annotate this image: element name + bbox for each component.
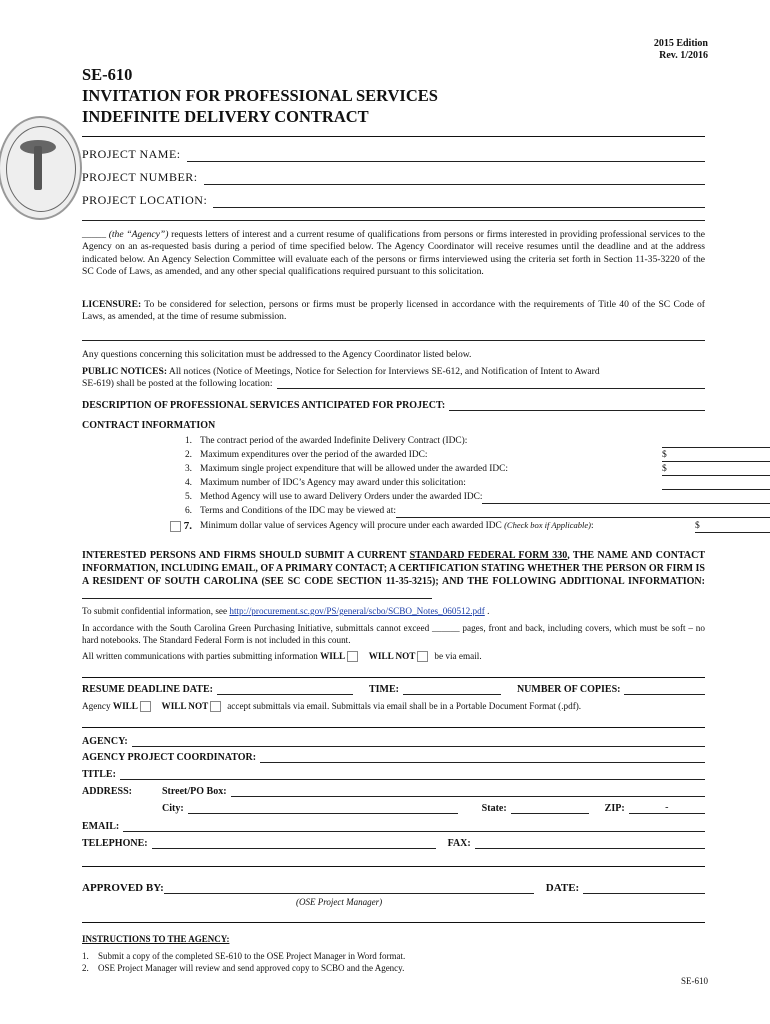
project-location-label: PROJECT LOCATION: — [82, 193, 208, 207]
divider — [82, 922, 705, 923]
edition-info — [654, 38, 708, 62]
approval-date-field[interactable] — [583, 882, 705, 894]
contract-item-5-field[interactable] — [482, 492, 770, 504]
form-number: SE-610 — [82, 65, 133, 84]
project-number-label: PROJECT NUMBER: — [82, 170, 198, 184]
contract-item-1: 1. The contract period of the awarded Indefinite Delivery Contract (IDC): — [164, 434, 770, 448]
instructions-heading: INSTRUCTIONS TO THE AGENCY: — [82, 934, 230, 944]
additional-info-field[interactable] — [82, 589, 432, 599]
contract-item-5: 5. Method Agency will use to award Delivery Orders under the awarded IDC: — [164, 490, 770, 504]
comm-will-checkbox[interactable] — [347, 651, 358, 662]
deadline-time-label: TIME: — [368, 684, 399, 695]
telephone-field[interactable] — [152, 838, 436, 849]
agency-blank[interactable]: _____ — [82, 229, 106, 240]
zip-field[interactable]: - — [629, 803, 705, 814]
public-notices — [82, 366, 705, 378]
edition-text: 2015 Edition — [653, 38, 708, 49]
instruction-item: 1. Submit a copy of the completed SE-610 to the OSE Project Manager in Word format. — [82, 951, 406, 961]
divider — [82, 727, 705, 728]
description-field[interactable] — [449, 400, 705, 411]
state-field[interactable] — [511, 803, 589, 814]
confidential-note: To submit confidential information, see http://procurement.sc.gov/PS/general/scbo/SCBO_Notes_060512.pdf . — [82, 606, 490, 616]
contract-item-2-field[interactable]: $ — [662, 450, 770, 462]
intro-paragraph — [82, 229, 705, 278]
agency-ref: (the “Agency”) — [105, 229, 169, 240]
deadline-time-field[interactable] — [403, 684, 501, 695]
page-title — [82, 64, 438, 127]
email-row: EMAIL: — [82, 821, 705, 832]
title-field[interactable] — [120, 769, 705, 780]
divider — [82, 677, 705, 678]
contract-item-4-field[interactable] — [662, 478, 770, 490]
copies-field[interactable] — [624, 684, 705, 695]
project-name-row — [82, 147, 705, 162]
contract-item-6-field[interactable] — [396, 506, 770, 518]
coordinator-field[interactable] — [260, 752, 705, 763]
page-limit-blank[interactable]: ______ — [432, 623, 460, 633]
email-will-checkbox[interactable] — [140, 701, 151, 712]
description-label: DESCRIPTION OF PROFESSIONAL SERVICES ANTICIPATED FOR PROJECT: — [82, 400, 446, 411]
address-row: ADDRESS: Street/PO Box: — [82, 786, 705, 797]
email-field[interactable] — [123, 821, 705, 832]
title-line-1: INVITATION FOR PROFESSIONAL SERVICES — [82, 86, 438, 105]
city-row: City: State: ZIP: - — [82, 803, 705, 814]
divider — [82, 220, 705, 221]
green-purchasing-note: In accordance with the South Carolina Green Purchasing Initiative, submittals cannot exceed ______ pages, front and back, including covers, which must be soft – no hard notebooks. The Standard Federal Form is not included in this count. — [82, 623, 705, 645]
email-submittals-note: Agency WILL WILL NOT accept submittals via email. Submittals via email shall be in a Portable Document Format (.pdf). — [82, 701, 582, 711]
title-line-2: INDEFINITE DELIVERY CONTRACT — [82, 107, 369, 126]
sf330-ref: STANDARD FEDERAL FORM 330 — [409, 550, 568, 561]
posting-location-field[interactable] — [277, 378, 705, 389]
state-seal-icon — [0, 116, 82, 220]
project-name-field[interactable] — [187, 150, 705, 162]
contract-item-3-field[interactable]: $ — [662, 464, 770, 476]
divider — [82, 866, 705, 867]
public-notices-label: PUBLIC NOTICES: — [82, 366, 168, 377]
approved-by-field[interactable] — [164, 882, 534, 894]
instruction-item: 2. OSE Project Manager will review and send approved copy to SCBO and the Agency. — [82, 963, 405, 973]
contract-item-1-field[interactable] — [662, 436, 770, 448]
instructions-list — [82, 950, 405, 974]
contract-item-2: 2. Maximum expenditures over the period of the awarded IDC: $ — [164, 448, 770, 462]
fax-field[interactable] — [475, 838, 705, 849]
divider — [82, 340, 705, 341]
public-notices-text: All notices (Notice of Meetings, Notice for Selection for Interviews SE-612, and Notification of Intent to Award — [167, 366, 600, 377]
project-location-field[interactable] — [213, 196, 705, 208]
licensure-text: To be considered for selection, persons or firms must be properly licensed in accordance with the requirements of Title 40 of the SC Code of Laws, as amended, at the time of resume submission. — [82, 299, 705, 323]
contract-info-heading: CONTRACT INFORMATION — [82, 420, 216, 431]
coordinator-row: AGENCY PROJECT COORDINATOR: — [82, 752, 705, 763]
agency-field[interactable] — [132, 736, 705, 747]
contract-info-list — [82, 434, 705, 533]
footer-form-number: SE-610 — [681, 976, 708, 986]
confidential-link[interactable]: http://procurement.sc.gov/PS/general/scbo/SCBO_Notes_060512.pdf — [229, 606, 485, 616]
licensure-paragraph — [82, 299, 705, 324]
agency-row: AGENCY: — [82, 736, 705, 747]
interested-paragraph: INTERESTED PERSONS AND FIRMS SHOULD SUBMIT A CURRENT STANDARD FEDERAL FORM 330, THE NAME AND CONTACT INFORMATION, INCLUDING EMAIL, OF A PRIMARY CONTACT; A CERTIFICATION STATING WHETHER THE PERSON OR FIRM IS A RESIDENT OF SOUTH CAROLINA (SEE SC CODE SECTION 11-35-3215); AND THE FOLLOWING ADDITIONAL INFORMATION: — [82, 549, 705, 603]
questions-text: Any questions concerning this solicitation must be addressed to the Agency Coordinator listed below. — [82, 349, 472, 360]
description-row — [82, 400, 705, 411]
intro-text: requests letters of interest and a current resume of qualifications from persons or firms interested in providing professional services to the Agency on an as-requested basis during a period of time specified below. The Agency Coordinator will receive resumes until the deadline and at the address indicated below. An Agency Selection Committee will evaluate each of the persons or firms interviewed using the criteria set forth in Section 11-35-3220 of the SC Code of Laws, as amended, and any other special qualifications required pursuant to this solicitation. — [82, 229, 705, 277]
communications-note: All written communications with parties submitting information WILL WILL NOT be via email. — [82, 651, 482, 661]
project-number-row — [82, 170, 705, 185]
posting-location-label: SE-619) shall be posted at the following location: — [82, 378, 273, 389]
divider — [82, 136, 705, 137]
contract-item-7: 7. Minimum dollar value of services Agency will procure under each awarded IDC (Check box if Applicable): $ — [164, 518, 770, 533]
deadline-date-field[interactable] — [217, 684, 353, 695]
telephone-row: TELEPHONE: FAX: — [82, 838, 705, 849]
item-7-checkbox[interactable] — [170, 521, 181, 532]
project-location-row — [82, 193, 705, 208]
street-field[interactable] — [231, 786, 705, 797]
comm-will-not-checkbox[interactable] — [417, 651, 428, 662]
contract-item-6: 6. Terms and Conditions of the IDC may be viewed at: — [164, 504, 770, 518]
approval-row: APPROVED BY: DATE: — [82, 882, 705, 894]
copies-label: NUMBER OF COPIES: — [516, 684, 621, 695]
city-field[interactable] — [188, 803, 458, 814]
posting-location-row — [82, 378, 705, 389]
licensure-label: LICENSURE: — [82, 299, 142, 310]
project-number-field[interactable] — [204, 173, 705, 185]
deadline-date-label: RESUME DEADLINE DATE: — [82, 684, 213, 695]
email-will-not-checkbox[interactable] — [210, 701, 221, 712]
revision-text: Rev. 1/2016 — [659, 50, 708, 61]
contract-item-3: 3. Maximum single project expenditure that will be allowed under the awarded IDC: $ — [164, 462, 770, 476]
contract-item-7-field[interactable]: $ — [695, 521, 770, 533]
contract-item-4: 4. Maximum number of IDC’s Agency may award under this solicitation: — [164, 476, 770, 490]
title-row: TITLE: — [82, 769, 705, 780]
project-name-label: PROJECT NAME: — [82, 147, 181, 161]
deadline-row — [82, 684, 705, 695]
approver-caption: (OSE Project Manager) — [296, 897, 383, 907]
